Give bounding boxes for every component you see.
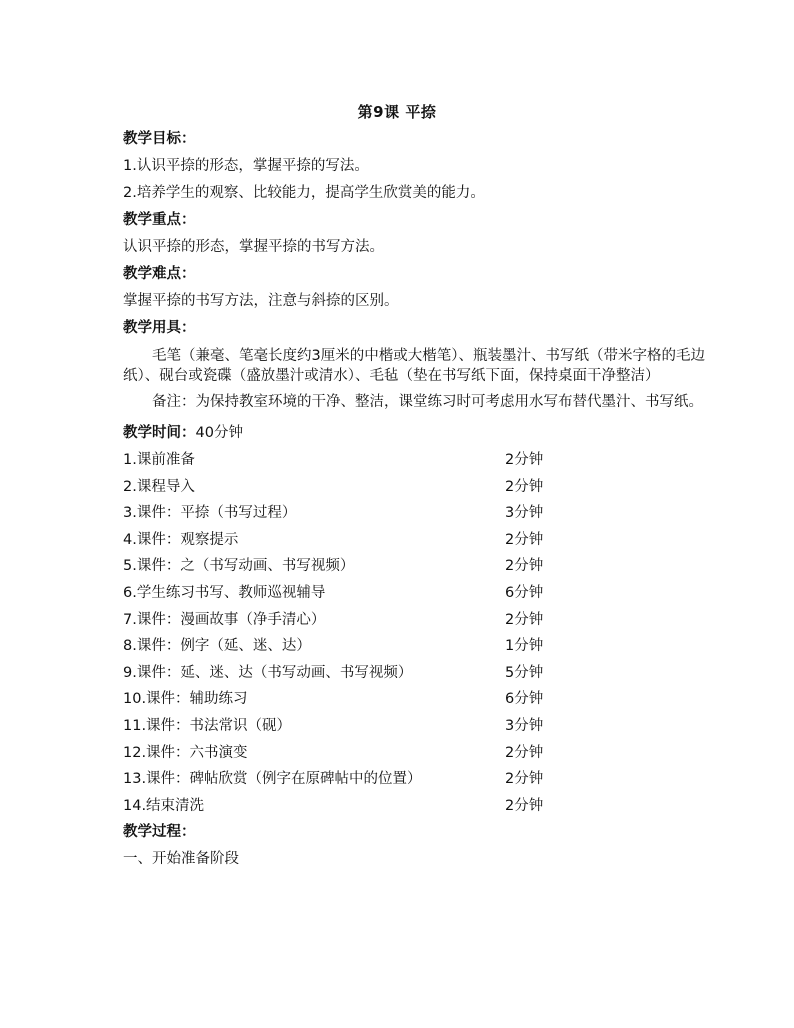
time-heading-row — [123, 420, 709, 447]
schedule-duration: 2分钟 — [505, 744, 544, 761]
schedule-item: 4.课件：观察提示 — [123, 531, 239, 548]
schedule-row — [123, 580, 709, 607]
schedule-item: 2.课程导入 — [123, 478, 195, 495]
key-points-heading: 教学重点： — [123, 212, 196, 228]
schedule-item: 6.学生练习书写、教师巡视辅导 — [123, 584, 326, 601]
schedule-list — [123, 447, 709, 819]
schedule-row — [123, 474, 709, 501]
schedule-row — [123, 713, 709, 740]
schedule-duration: 2分钟 — [505, 771, 544, 788]
objective-item: 2.培养学生的观察、比较能力，提高学生欣赏美的能力。 — [123, 185, 485, 201]
schedule-row — [123, 740, 709, 767]
schedule-duration: 3分钟 — [505, 717, 544, 734]
schedule-item: 14.结束清洗 — [123, 797, 205, 814]
schedule-duration: 2分钟 — [505, 531, 544, 548]
schedule-row — [123, 660, 709, 687]
schedule-row — [123, 766, 709, 793]
schedule-row — [123, 553, 709, 580]
objectives-heading: 教学目标： — [123, 131, 196, 147]
time-heading: 教学时间： — [123, 425, 196, 441]
schedule-item: 1.课前准备 — [123, 452, 195, 468]
schedule-item: 12.课件：六书演变 — [123, 744, 248, 761]
schedule-item: 9.课件：延、迷、达（书写动画、书写视频） — [123, 664, 413, 681]
schedule-row — [123, 793, 709, 820]
schedule-duration: 2分钟 — [505, 611, 544, 628]
schedule-duration: 5分钟 — [505, 664, 544, 681]
tools-text: 毛笔（兼毫、笔毫长度约3厘米的中楷或大楷笔）、瓶装墨汁、书写纸（带米字格的毛边纸）、砚台或瓷碟（盛放墨汁或清水）、毛毡（垫在书写纸下面，保持桌面干净整洁） — [123, 348, 705, 384]
schedule-row — [123, 500, 709, 527]
schedule-row — [123, 686, 709, 713]
schedule-duration: 3分钟 — [505, 505, 544, 522]
process-first-stage: 一、开始准备阶段 — [123, 851, 239, 868]
difficulties-text: 掌握平捺的书写方法，注意与斜捺的区别。 — [123, 293, 399, 309]
lesson-content — [123, 126, 709, 873]
time-total: 40分钟 — [195, 425, 243, 441]
tools-heading: 教学用具： — [123, 320, 196, 336]
schedule-item: 5.课件：之（书写动画、书写视频） — [123, 558, 355, 575]
schedule-row — [123, 633, 709, 660]
schedule-duration: 6分钟 — [505, 691, 544, 708]
schedule-duration: 6分钟 — [505, 584, 544, 601]
tools-note: 备注：为保持教室环境的干净、整洁，课堂练习时可考虑用水写布替代墨汁、书写纸。 — [152, 394, 703, 410]
schedule-duration: 2分钟 — [505, 452, 544, 468]
schedule-item: 10.课件：辅助练习 — [123, 691, 248, 708]
schedule-duration: 2分钟 — [505, 478, 544, 495]
schedule-duration: 2分钟 — [505, 558, 544, 575]
schedule-duration: 1分钟 — [505, 638, 544, 655]
difficulties-heading: 教学难点： — [123, 266, 196, 282]
schedule-item: 7.课件：漫画故事（净手清心） — [123, 611, 326, 628]
schedule-duration: 2分钟 — [505, 797, 544, 814]
objective-item: 1.认识平捺的形态，掌握平捺的写法。 — [123, 158, 369, 174]
schedule-item: 13.课件：碑帖欣赏（例字在原碑帖中的位置） — [123, 771, 422, 788]
key-points-text: 认识平捺的形态，掌握平捺的书写方法。 — [123, 239, 384, 255]
schedule-item: 8.课件：例字（延、迷、达） — [123, 638, 311, 655]
schedule-row — [123, 447, 709, 474]
lesson-title: 第9课 平捺 — [357, 103, 437, 121]
schedule-item: 11.课件：书法常识（砚） — [123, 717, 292, 734]
schedule-item: 3.课件：平捺（书写过程） — [123, 505, 297, 522]
schedule-row — [123, 527, 709, 554]
process-heading: 教学过程： — [123, 824, 196, 841]
schedule-row — [123, 607, 709, 634]
